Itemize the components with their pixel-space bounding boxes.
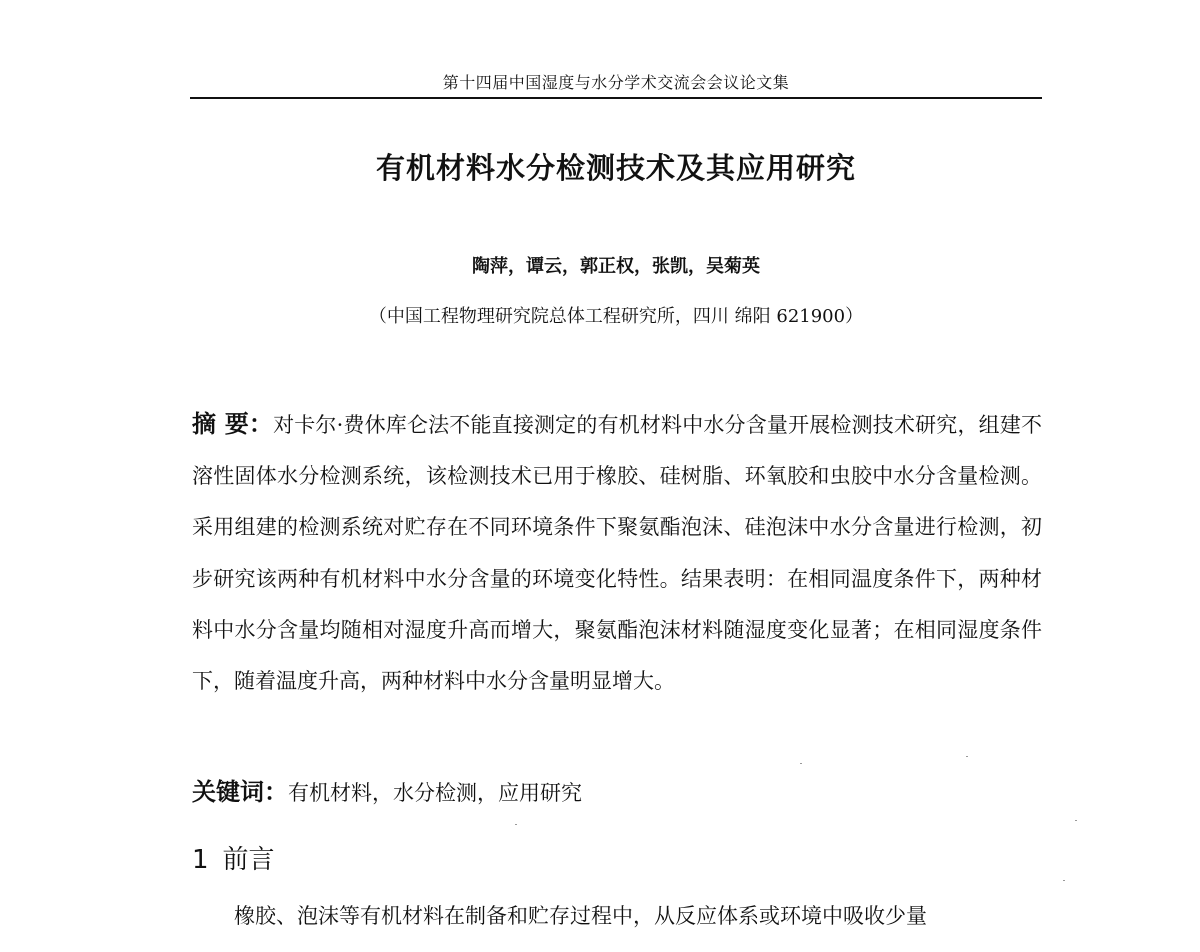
keywords-text: 有机材料，水分检测，应用研究 (288, 781, 582, 805)
abstract-label: 摘 要： (192, 410, 274, 438)
section-heading (192, 839, 275, 876)
scan-speck (1075, 820, 1077, 821)
abstract (192, 399, 1042, 707)
scan-speck (1063, 880, 1065, 881)
scan-speck (515, 824, 517, 825)
header-rule (190, 97, 1042, 99)
scan-speck (800, 763, 802, 764)
section-number: 1 (192, 845, 209, 875)
section-title: 前言 (222, 845, 275, 875)
affiliation: （中国工程物理研究院总体工程研究所，四川 绵阳 621900） (368, 306, 864, 327)
author-list: 陶萍，谭云，郭正权，张凯，吴菊英 (472, 256, 760, 277)
paper-title: 有机材料水分检测技术及其应用研究 (375, 151, 856, 185)
abstract-text: 对卡尔·费休库仑法不能直接测定的有机材料中水分含量开展检测技术研究，组建不溶性固体水分检测系统，该检测技术已用于橡胶、硅树脂、环氧胶和虫胶中水分含量检测。采用组建的检测系统对贮存在不同环境条件下聚氨酯泡沫、硅泡沫中水分含量进行检测，初步研究该两种有机材料中水分含量的环境变化特性。结果表明：在相同温度条件下，两种材料中水分含量均随相对湿度升高而增大，聚氨酯泡沫材料随湿度变化显著；在相同湿度条件下，随着温度升高，两种材料中水分含量明显增大。 (192, 413, 1042, 694)
running-header: 第十四届中国湿度与水分学术交流会会议论文集 (442, 73, 790, 92)
body-paragraph: 橡胶、泡沫等有机材料在制备和贮存过程中，从反应体系或环境中吸收少量 (234, 904, 927, 928)
scan-speck (966, 756, 968, 757)
keywords-label: 关键词： (192, 778, 288, 806)
keywords (192, 772, 1042, 807)
